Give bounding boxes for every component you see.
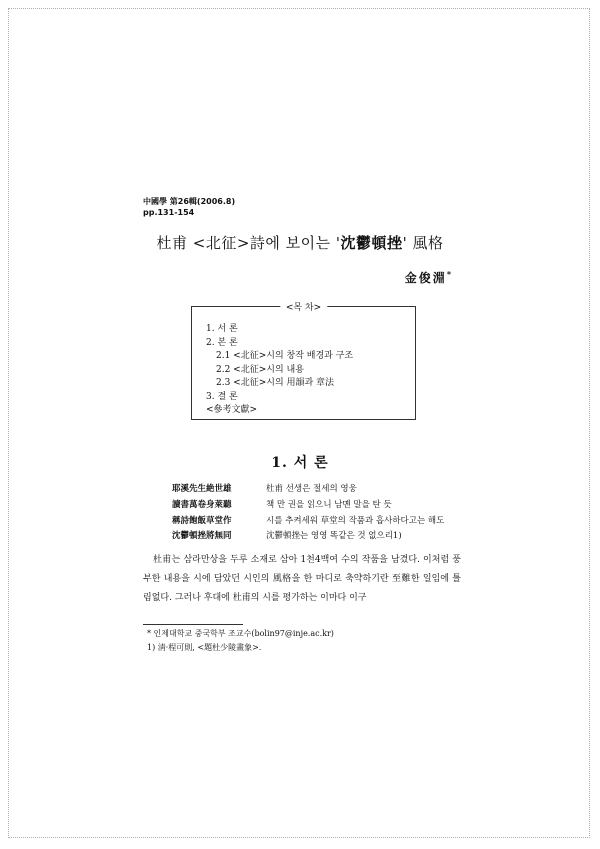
toc-item: 1. 서 론 [206,324,238,334]
poem-line [172,514,444,530]
author-name: 金俊淵 [404,271,447,285]
title-part-1: 杜甫 <北征>詩에 보이는 ' [156,234,341,252]
quoted-poem [172,482,444,545]
toc-item: 2. 본 론 [206,337,238,348]
toc-title: <목 차> [280,300,327,313]
poem-line [172,529,444,545]
poem-original: 耶溪先生絶世雄 [172,484,232,494]
poem-translation: 杜甫 선생은 절세의 영웅 [266,484,357,494]
poem-line [172,482,444,498]
toc-item: 3. 결 론 [206,391,238,402]
footnote-divider [143,624,243,625]
author [405,269,453,286]
section-heading: 1. 서 론 [271,455,329,471]
page-border [8,8,590,838]
footnotes [147,627,334,654]
footnote-author-affiliation: * 인제대학교 중국학부 조교수(bolin97@inje.ac.kr) [147,629,334,638]
poem-original: 沈鬱頓挫將無同 [172,531,232,542]
journal-issue: 中國學 第26輯(2006.8) [143,197,236,206]
toc-list [206,323,353,418]
poem-translation: 책 만 권을 읽으니 남몐 말을 탄 듯 [266,499,392,510]
poem-translation: 沈鬱頓挫는 영영 똑같은 것 없으리1) [266,531,402,542]
journal-pages: pp.131-154 [143,208,195,217]
toc-subitem: 2.2 <北征>시의 내용 [216,364,304,375]
table-of-contents [191,303,416,420]
poem-translation: 시를 추켜세워 草堂의 작품과 흡사하다고는 해도 [266,515,445,526]
journal-info [143,196,235,218]
toc-subitem: 2.3 <北征>시의 用韻과 章法 [216,378,335,388]
paper-title [0,232,600,253]
title-emphasis: 沈鬱頓挫 [340,234,403,252]
author-footnote-mark: * [446,269,453,279]
footnote-1: 1) 淸·程可則, <題杜少陵畫象>. [147,642,262,652]
poem-original: 讀書萬卷身萊聽 [172,499,232,510]
toc-subitem: 2.1 <北征>시의 창작 배경과 구조 [216,351,354,361]
title-part-2: ' 風格 [402,234,444,252]
poem-original: 稱詩飽飯草堂作 [172,515,232,526]
toc-item: <參考文獻> [206,405,258,415]
poem-line [172,498,444,514]
body-paragraph: 杜甫는 삼라만상을 두루 소재로 삼아 1천4백여 수의 작품을 남겼다. 이처럼 풍부한 내용을 시에 담았던 시인의 風格을 한 마디로 축약하기란 至難한 일임에 틀림없다. 그러나 후대에 杜甫의 시를 평가하는 이마다 이구 [143,555,461,603]
